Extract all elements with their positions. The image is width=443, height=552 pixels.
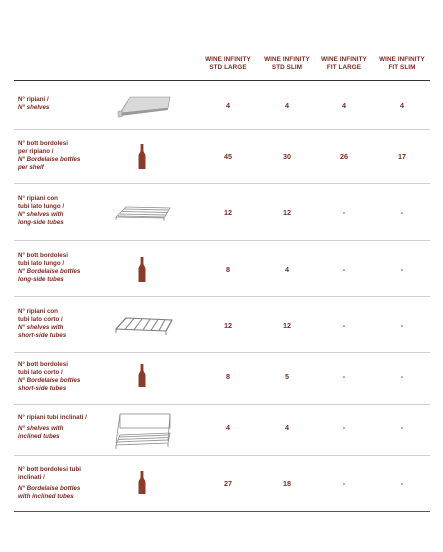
table-row-shelves: [0, 81, 443, 130]
short-tube-shelf-icon: [112, 315, 176, 337]
value-fit-slim: -: [400, 372, 404, 381]
label-english: long-side tubes: [18, 276, 64, 283]
value-fit-slim: 4: [400, 101, 404, 110]
column-header-line: WINE INFINITY: [205, 56, 251, 63]
label-english: N° Bordelaise bottles: [18, 268, 81, 275]
column-header-line: FIT SLIM: [388, 64, 416, 71]
value-fit-large: -: [342, 423, 346, 432]
label-english: N° Bordelaise bottles: [18, 156, 81, 163]
column-header-line: WINE INFINITY: [379, 56, 425, 63]
value-fit-large: -: [342, 321, 346, 330]
value-fit-slim: -: [400, 265, 404, 274]
column-header-std-large: [198, 56, 258, 72]
value-std-slim: 18: [283, 479, 291, 488]
table-row-bottles-long-tubes: [0, 241, 443, 297]
bottle-icon: [137, 257, 147, 283]
label-italian: N° bott bordolesi tubi: [18, 466, 81, 473]
table-row-inclined-shelves: [0, 405, 443, 456]
value-fit-large: -: [342, 372, 346, 381]
value-std-slim: 30: [283, 152, 291, 161]
value-std-slim: 4: [285, 423, 289, 432]
row-label: [18, 466, 108, 501]
label-english: inclined tubes: [18, 433, 60, 440]
label-english: short-side tubes: [18, 332, 67, 339]
value-fit-large: -: [342, 479, 346, 488]
value-fit-slim: -: [400, 479, 404, 488]
value-fit-slim: 17: [398, 152, 406, 161]
label-italian: per ripiano /: [18, 148, 54, 155]
label-english: per shelf: [18, 164, 44, 171]
table-row-bottles-inclined-tubes: [0, 456, 443, 512]
value-std-large: 4: [226, 101, 230, 110]
value-std-large: 8: [226, 265, 230, 274]
label-italian: tubi lato lungo /: [18, 260, 65, 267]
value-fit-slim: -: [400, 423, 404, 432]
value-fit-large: 26: [340, 152, 348, 161]
column-header-line: FIT LARGE: [326, 64, 362, 71]
value-std-slim: 12: [283, 321, 291, 330]
label-english: N° Bordelaise bottles: [18, 485, 81, 492]
label-italian: N° bott bordolesi: [18, 140, 68, 147]
label-italian: N° ripiani tubi inclinati /: [18, 414, 87, 421]
value-std-large: 12: [224, 321, 232, 330]
inclined-tube-shelf-icon: [112, 411, 174, 451]
label-english: with inclined tubes: [18, 493, 74, 500]
flat-shelf-icon: [112, 93, 174, 121]
label-italian: N° bott bordolesi: [18, 361, 68, 368]
bottle-icon: [137, 144, 147, 170]
row-label: [18, 361, 108, 393]
table-row-bottles-per-shelf: [0, 130, 443, 184]
label-english: N° shelves with: [18, 425, 64, 432]
label-english: N° shelves: [18, 104, 50, 111]
value-fit-large: -: [342, 208, 346, 217]
row-label: [18, 252, 108, 284]
value-fit-slim: -: [400, 321, 404, 330]
label-italian: tubi lato corto /: [18, 316, 63, 323]
row-label: [18, 96, 108, 112]
value-std-large: 12: [224, 208, 232, 217]
label-italian: N° ripiani con: [18, 308, 58, 315]
label-italian: tubi lato corto /: [18, 369, 63, 376]
label-english: long-side tubes: [18, 219, 64, 226]
value-std-slim: 4: [285, 101, 289, 110]
value-fit-large: -: [342, 265, 346, 274]
label-english: N° shelves with: [18, 211, 64, 218]
value-std-large: 45: [224, 152, 232, 161]
column-header-line: STD LARGE: [209, 64, 247, 71]
value-fit-slim: -: [400, 208, 404, 217]
label-italian: N° bott bordolesi: [18, 252, 68, 259]
row-label: [18, 414, 108, 441]
label-italian: tubi lato lungo /: [18, 203, 65, 210]
label-english: N° Bordelaise bottles: [18, 377, 81, 384]
bottle-icon: [137, 471, 147, 495]
column-header-fit-large: [314, 56, 374, 72]
value-std-large: 8: [226, 372, 230, 381]
table-row-short-tube-shelves: [0, 297, 443, 353]
value-std-large: 27: [224, 479, 232, 488]
value-std-large: 4: [226, 423, 230, 432]
row-label: [18, 195, 108, 227]
row-label: [18, 140, 108, 172]
value-std-slim: 12: [283, 208, 291, 217]
column-header-line: WINE INFINITY: [264, 56, 310, 63]
column-header-std-slim: [257, 56, 317, 72]
value-std-slim: 4: [285, 265, 289, 274]
bottle-icon: [137, 364, 147, 388]
value-std-slim: 5: [285, 372, 289, 381]
column-header-line: WINE INFINITY: [321, 56, 367, 63]
column-header-line: STD SLIM: [271, 64, 303, 71]
row-label: [18, 308, 108, 340]
label-english: short-side tubes: [18, 385, 67, 392]
label-italian: N° ripiani con: [18, 195, 58, 202]
column-header-fit-slim: [372, 56, 432, 72]
label-english: N° shelves with: [18, 324, 64, 331]
table-row-long-tube-shelves: [0, 184, 443, 241]
table-bottom-rule: [14, 511, 430, 512]
table-row-bottles-short-tubes: [0, 353, 443, 405]
label-italian: N° ripiani /: [18, 96, 49, 103]
value-fit-large: 4: [342, 101, 346, 110]
label-italian: inclinati /: [18, 474, 45, 481]
long-tube-shelf-icon: [112, 204, 174, 224]
